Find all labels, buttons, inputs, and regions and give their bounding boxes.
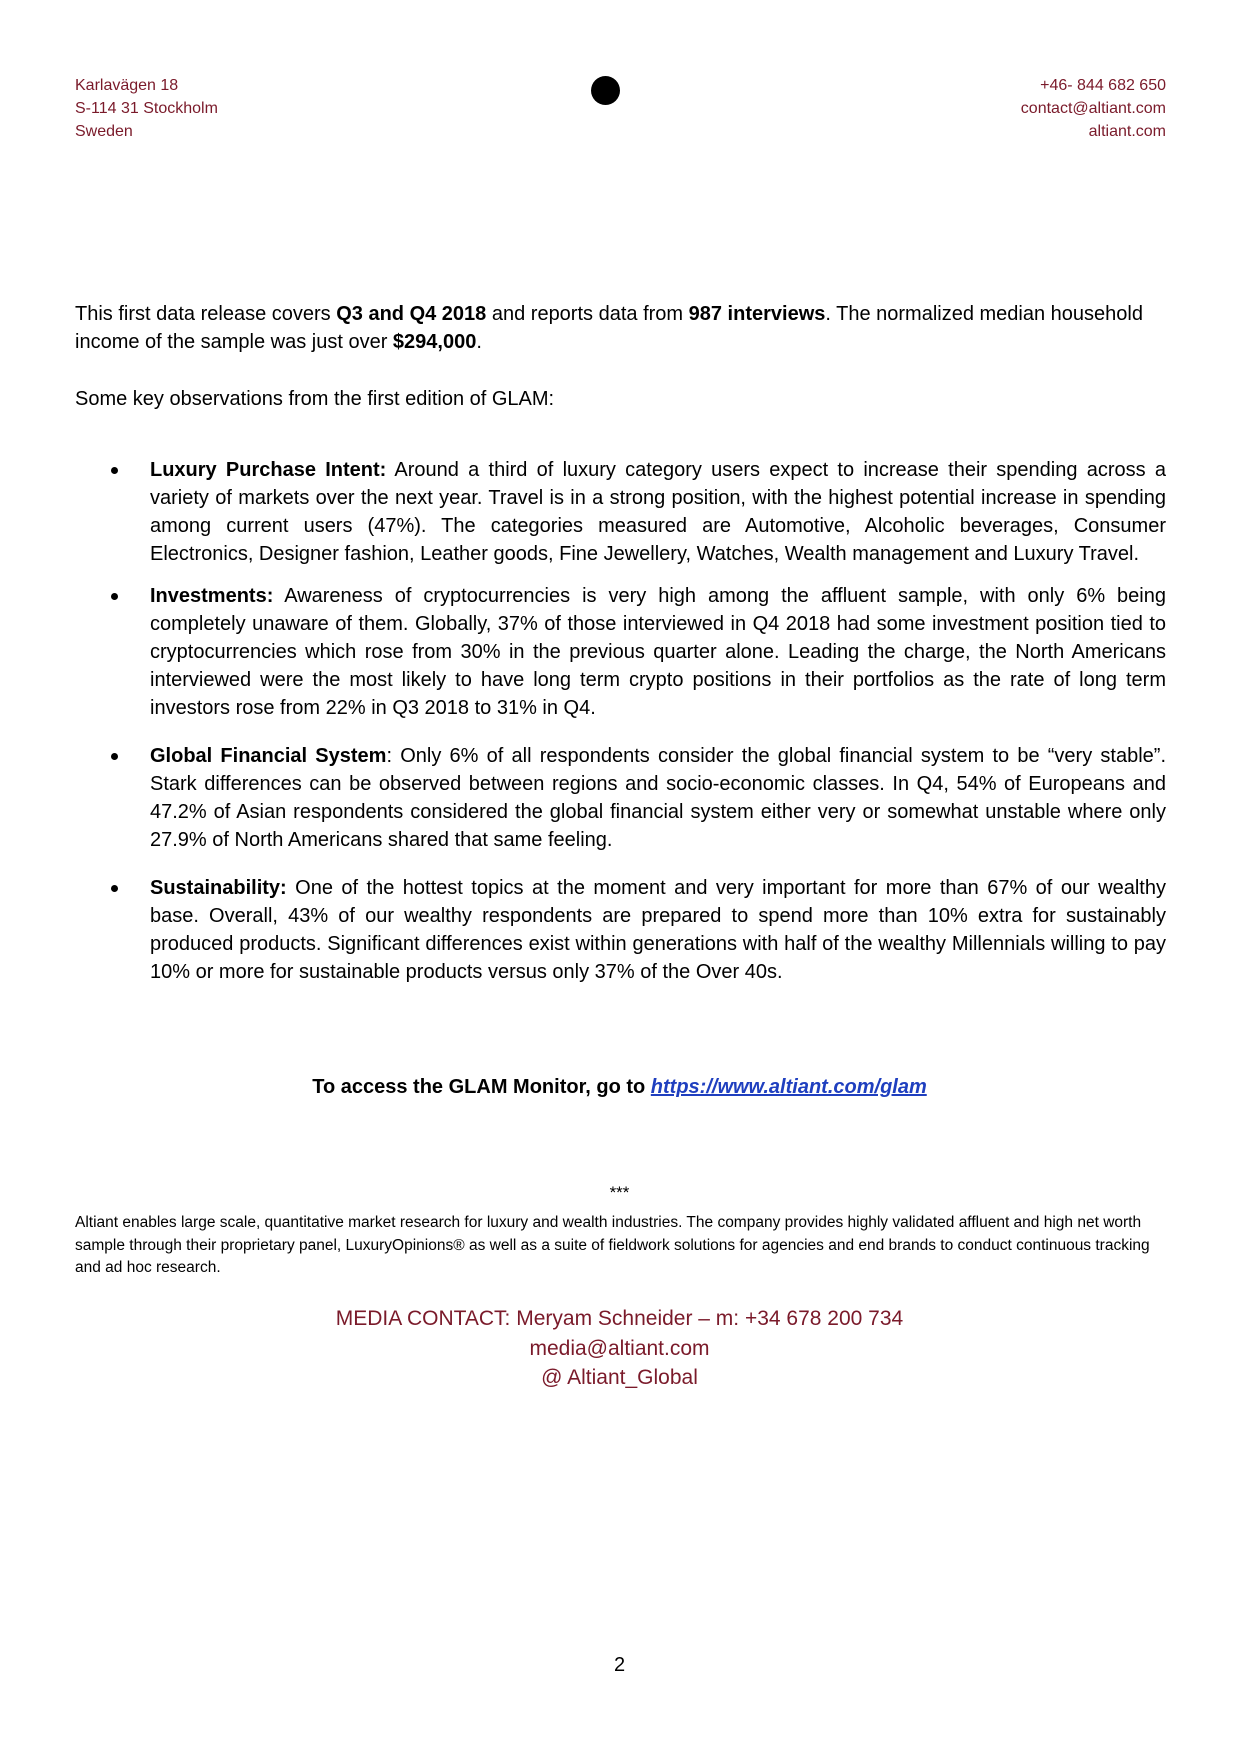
page-number: 2 bbox=[613, 1654, 626, 1676]
intro-text: and reports data from bbox=[486, 303, 689, 325]
intro-text: . The normalized median household income of the sample was just over bbox=[75, 303, 1143, 353]
bullet-title: Sustainability: bbox=[150, 877, 287, 899]
bullet-title: Investments: bbox=[150, 585, 274, 607]
separator: *** bbox=[609, 1183, 630, 1202]
intro-interviews: 987 interviews bbox=[688, 303, 826, 325]
lead-paragraph: Some key observations from the first edition of GLAM: bbox=[75, 388, 555, 410]
list-item bbox=[75, 742, 1166, 854]
header-contact bbox=[1021, 74, 1166, 143]
bullet-title: Global Financial System bbox=[150, 745, 387, 767]
bullet-icon bbox=[111, 593, 118, 600]
intro-income: $294,000 bbox=[392, 331, 477, 353]
contact-website: altiant.com bbox=[1088, 123, 1166, 140]
header-address bbox=[75, 74, 218, 143]
bullet-text: : Only 6% of all respondents consider the global financial system to be “very stable”. Stark differences can be observed between regions and socio-economic classes. In Q4, 54% of Europeans and 47.2% of Asian respondents considered the global financial system either very or somewhat unstable where only 27.9% of North Americans shared that same feeling. bbox=[150, 745, 1166, 851]
observations-list bbox=[75, 456, 1166, 986]
list-item bbox=[75, 582, 1166, 722]
intro-text: This first data release covers bbox=[75, 303, 337, 325]
media-contact-name: MEDIA CONTACT: Meryam Schneider – m: +34 678 200 734 bbox=[335, 1307, 904, 1330]
bullet-icon bbox=[111, 753, 118, 760]
bullet-icon bbox=[111, 467, 118, 474]
intro-quarters: Q3 and Q4 2018 bbox=[336, 303, 487, 325]
media-social-handle: @ Altiant_Global bbox=[541, 1366, 698, 1389]
media-contact bbox=[0, 1304, 1239, 1393]
bullet-text: One of the hottest topics at the moment and very important for more than 67% of our wealthy base. Overall, 43% of our wealthy respondents are prepared to spend more than 10% extra for sustainably produced products. Significant differences exist within generations with half of the wealthy Millennials willing to pay 10% or more for sustainable products versus only 37% of the Over 40s. bbox=[150, 877, 1166, 983]
bullet-text: Around a third of luxury category users expect to increase their spending across a variety of markets over the next year. Travel is in a strong position, with the highest potential increase in spending among current users (47%). The categories measured are Automotive, Alcoholic beverages, Consumer Electronics, Designer fashion, Leather goods, Fine Jewellery, Watches, Wealth management and Luxury Travel. bbox=[150, 459, 1166, 565]
glam-link[interactable]: https://www.altiant.com/glam bbox=[650, 1076, 927, 1098]
address-postal: S-114 31 Stockholm bbox=[75, 100, 218, 117]
bullet-title: Luxury Purchase Intent: bbox=[150, 459, 387, 481]
logo-dot-icon bbox=[591, 76, 620, 105]
address-country: Sweden bbox=[75, 123, 133, 140]
bullet-icon bbox=[111, 885, 118, 892]
access-line bbox=[0, 1073, 1239, 1101]
access-text: To access the GLAM Monitor, go to bbox=[312, 1076, 651, 1098]
contact-email: contact@altiant.com bbox=[1020, 100, 1166, 117]
contact-phone: +46- 844 682 650 bbox=[1040, 77, 1166, 94]
intro-text: . bbox=[476, 331, 482, 353]
media-email: media@altiant.com bbox=[529, 1336, 710, 1360]
company-boilerplate: Altiant enables large scale, quantitative market research for luxury and wealth industries. The company provides highly validated affluent and high net worth sample through their proprietary panel, LuxuryOpinions® as well as a suite of fieldwork solutions for agencies and end brands to conduct continuous tracking and ad hoc research. bbox=[75, 1214, 1150, 1276]
list-item bbox=[75, 874, 1166, 986]
bullet-text: Awareness of cryptocurrencies is very high among the affluent sample, with only 6% being completely unaware of them. Globally, 37% of those interviewed in Q4 2018 had some investment position tied to cryptocurrencies which rose from 30% in the previous quarter alone. Leading the charge, the North Americans interviewed were the most likely to have long term crypto positions in their portfolios as the rate of long term investors rose from 22% in Q3 2018 to 31% in Q4. bbox=[150, 585, 1166, 719]
address-street: Karlavägen 18 bbox=[75, 77, 179, 94]
list-item bbox=[75, 456, 1166, 568]
intro-paragraph bbox=[75, 300, 1166, 356]
